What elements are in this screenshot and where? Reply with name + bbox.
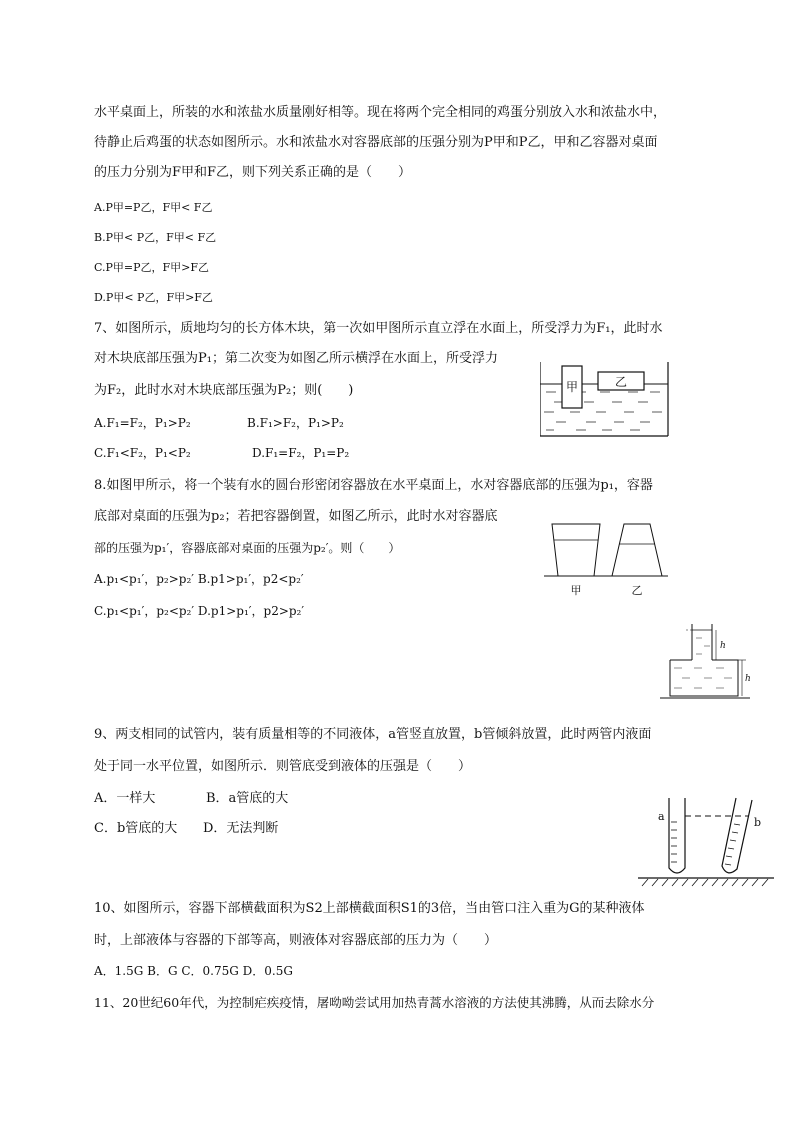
q10-height-label-lower: h [745,674,751,684]
q6-option-a: A.P甲=P乙，F甲< F乙 [94,201,213,214]
q9-line-1: 9、两支相同的试管内，装有质量相等的不同液体，a管竖直放置，b管倾斜放置，此时两管内液面 [94,727,652,742]
q10-line-1: 10、如图所示，容器下部横截面积为S2上部横截面积S1的3倍，当由管口注入重为G的某种液体 [94,901,645,916]
q6-option-d: D.P甲< P乙，F甲>F乙 [94,291,213,304]
q9-option-b: B．a管底的大 [206,791,289,806]
q9-figure-label-a: a [658,810,665,823]
q10-line-2: 时，上部液体与容器的下部等高，则液体对容器底部的压力为（ ） [94,933,498,948]
q8-frustum-containers-figure [544,518,670,600]
q6-line-1: 水平桌面上，所装的水和浓盐水质量刚好相等。现在将两个完全相同的鸡蛋分别放入水和浓盐水中， [94,105,667,120]
q7-line-3: 为F₂，此时水对木块底部压强为P₂；则( ) [94,383,354,398]
q7-line-2: 对木块底部压强为P₁；第二次变为如图乙所示横浮在水面上，所受浮力 [94,351,498,366]
q7-option-a: A.F₁=F₂，P₁>P₂ [94,416,191,430]
q8-line-1: 8.如图甲所示，将一个装有水的圆台形密闭容器放在水平桌面上，水对容器底部的压强为p₁，容器 [94,478,653,493]
q7-figure-label-yi: 乙 [614,375,628,389]
q10-stepped-container-figure [658,618,758,702]
q8-line-2: 底部对桌面的压强为p₂；若把容器倒置，如图乙所示，此时水对容器底 [94,509,498,524]
q9-option-d: D．无法判断 [203,821,279,836]
q7-floating-blocks-figure [540,362,670,440]
q11-line-1: 11、20世纪60年代，为控制疟疾疫情，屠呦呦尝试用加热青蒿水溶液的方法使其沸腾，从而去除水分 [94,995,655,1010]
q9-option-c: C．b管底的大 [94,821,178,836]
q8-figure-label-yi: 乙 [631,584,643,597]
q10-height-label-upper: h [720,641,726,651]
q8-line-3: 部的压强为p₁′，容器底部对桌面的压强为p₂′。则（ ） [94,541,401,555]
q8-figure-label-jia: 甲 [570,584,582,597]
q8-options-row-2: C.p₁<p₁′，p₂<p₂′ D.p1>p₁′，p2>p₂′ [94,604,305,618]
q6-line-2: 待静止后鸡蛋的状态如图所示。水和浓盐水对容器底部的压强分别为P甲和P乙，甲和乙容器对桌面 [94,135,658,150]
q9-option-a: A．一样大 [94,791,156,806]
q7-option-c: C.F₁<F₂，P₁<P₂ [94,446,191,460]
q9-line-2: 处于同一水平位置，如图所示．则管底受到液体的压强是（ ） [94,759,472,774]
q6-line-3: 的压力分别为F甲和F乙，则下列关系正确的是（ ） [94,165,412,180]
q6-option-b: B.P甲< P乙，F甲< F乙 [94,231,217,244]
q9-test-tubes-figure [636,794,778,888]
q7-option-b: B.F₁>F₂，P₁>P₂ [247,416,344,430]
q6-option-c: C.P甲=P乙，F甲>F乙 [94,261,210,274]
q7-option-d: D.F₁=F₂，P₁=P₂ [252,446,350,460]
q9-figure-label-b: b [754,816,762,829]
q8-options-row-1: A.p₁<p₁′，p₂>p₂′ B.p1>p₁′，p2<p₂′ [94,572,304,586]
q7-figure-label-jia: 甲 [565,380,579,394]
q10-options: A．1.5G B．G C．0.75G D．0.5G [94,964,293,978]
q7-line-1: 7、如图所示，质地均匀的长方体木块，第一次如甲图所示直立浮在水面上，所受浮力为F₁，此时水 [94,321,663,336]
